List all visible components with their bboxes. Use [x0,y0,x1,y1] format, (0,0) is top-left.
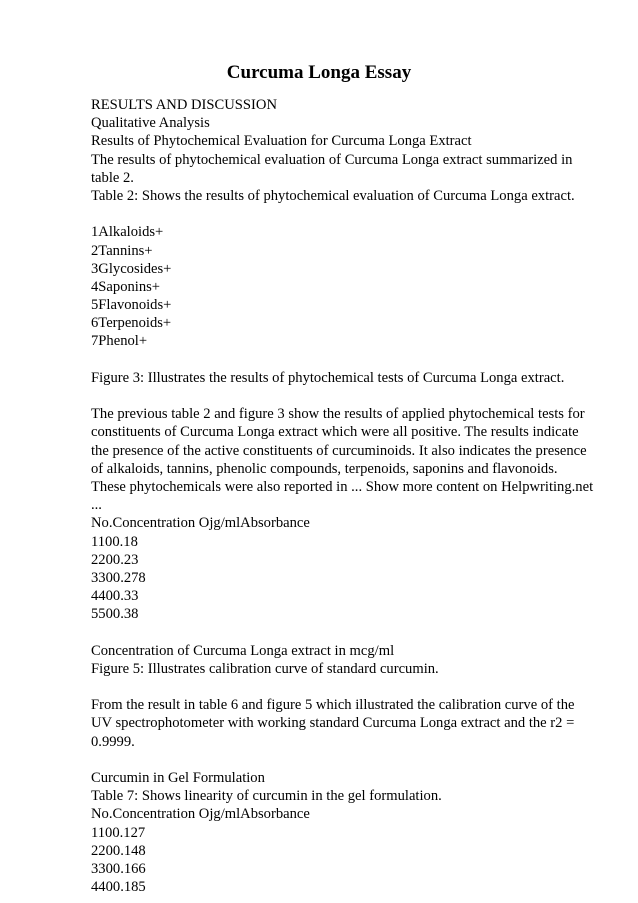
text-line: Concentration of Curcuma Longa extract in mcg/ml [91,642,395,659]
text-line: 1Alkaloids+ [91,224,164,241]
text-line: These phytochemicals were also reported in ... Show more content on Helpwriting.net [91,478,594,495]
text-line: 7Phenol+ [91,333,148,350]
text-line: 4400.185 [91,879,146,896]
text-line: 3Glycosides+ [91,260,172,277]
text-line: Results of Phytochemical Evaluation for Curcuma Longa Extract [91,133,472,150]
text-line: table 2. [91,169,134,186]
paragraph-gap [91,751,611,769]
paragraph-gap [91,623,611,641]
text-line: 5Flavonoids+ [91,297,172,314]
text-line: No.Concentration Ojg/mlAbsorbance [91,515,310,532]
text-line: 3300.166 [91,860,146,877]
text-line: 2200.148 [91,842,146,859]
text-line: 6Terpenoids+ [91,315,172,332]
paragraph-gap [91,351,611,369]
paragraph-gap [91,387,611,405]
text-line: Figure 5: Illustrates calibration curve of standard curcumin. [91,660,439,677]
page-title: Curcuma Longa Essay [226,62,412,83]
text-line: Table 7: Shows linearity of curcumin in the gel formulation. [91,788,442,805]
text-line: 5500.38 [91,606,139,623]
text-line: From the result in table 6 and figure 5 which illustrated the calibration curve of the [91,697,575,714]
text-line: Curcumin in Gel Formulation [91,769,265,786]
text-line: constituents of Curcuma Longa extract which were all positive. The results indicate [91,424,579,441]
text-line: 2200.23 [91,551,139,568]
text-line: The previous table 2 and figure 3 show the results of applied phytochemical tests for [91,406,585,423]
text-line: of alkaloids, tannins, phenolic compounds, terpenoids, saponins and flavonoids. [91,460,558,477]
text-line: 3300.278 [91,569,146,586]
text-line: 4400.33 [91,588,139,605]
text-line: Qualitative Analysis [91,115,210,132]
text-line: 2Tannins+ [91,242,153,259]
document-body [91,96,611,896]
text-line: 4Saponins+ [91,278,161,295]
text-line: The results of phytochemical evaluation of Curcuma Longa extract summarized in [91,151,573,168]
text-line: the presence of the active constituents of curcuminoids. It also indicates the presence [91,442,587,459]
text-line: Figure 3: Illustrates the results of phytochemical tests of Curcuma Longa extract. [91,369,565,386]
text-line: 0.9999. [91,733,135,750]
paragraph-gap [91,678,611,696]
text-line: 1100.127 [91,824,146,841]
text-line: ... [91,497,102,514]
text-line: No.Concentration Ojg/mlAbsorbance [91,806,310,823]
text-line: RESULTS AND DISCUSSION [91,97,277,113]
paragraph-gap [91,205,611,223]
text-line: 1100.18 [91,533,138,550]
text-line: Table 2: Shows the results of phytochemical evaluation of Curcuma Longa extract. [91,187,575,204]
text-line: UV spectrophotometer with working standard Curcuma Longa extract and the r2 = [91,715,575,732]
